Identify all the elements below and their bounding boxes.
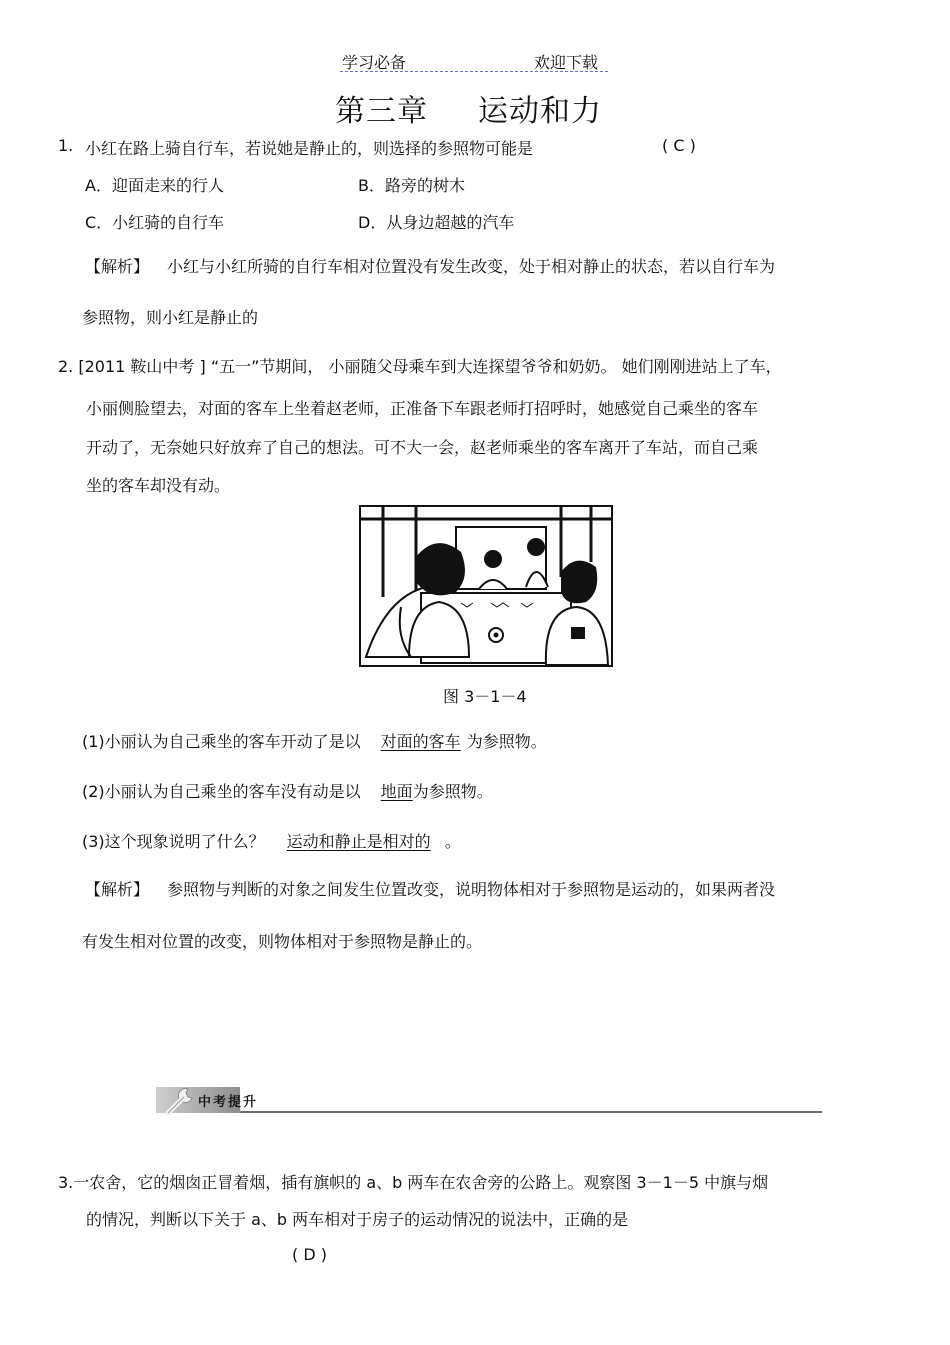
q2-sub2-suffix: 为参照物。	[412, 782, 493, 801]
q1-answer: ( C )	[662, 136, 696, 155]
q2-sub2-answer: 地面	[380, 782, 413, 801]
q2-sub3	[82, 829, 461, 852]
q1-option-a: A．迎面走来的行人	[85, 176, 224, 195]
bus-interior-drawing	[361, 507, 611, 665]
section-label: 中考提升	[198, 1095, 259, 1110]
bus-illustration	[359, 505, 613, 667]
q3-line2: 的情况，判断以下关于 a、b 两车相对于房子的运动情况的说法中，正确的是	[86, 1210, 629, 1229]
q2-sub1-prompt: (1)小丽认为自己乘坐的客车开动了是以	[82, 732, 361, 751]
chapter-name: 运动和力	[478, 94, 602, 129]
q2-sub1	[82, 729, 547, 752]
q1-stem: 小红在路上骑自行车，若说她是静止的，则选择的参照物可能是	[85, 139, 534, 158]
q1-option-c: C．小红骑的自行车	[85, 213, 225, 232]
q2-line3: 开动了，无奈她只好放弃了自己的想法。可不大一会，赵老师乘坐的客车离开了车站，而自己乘	[86, 438, 759, 457]
q2-line2: 小丽侧脸望去，对面的客车上坐着赵老师，正准备下车跟老师打招呼时，她感觉自己乘坐的客车	[86, 399, 759, 418]
q2-line4: 坐的客车却没有动。	[86, 476, 231, 495]
wrench-icon	[162, 1085, 198, 1117]
q2-sub2-prompt: (2)小丽认为自己乘坐的客车没有动是以	[82, 782, 361, 801]
q1-number: 1.	[58, 136, 74, 155]
q1-analysis-label: 【解析】	[85, 257, 150, 276]
header-left: 学习必备	[342, 53, 407, 72]
q2-line1: 2. [2011 鞍山中考 ] “五一”节期间， 小丽随父母乘车到大连探望爷爷和奶奶。 她们刚刚进站上了车，	[58, 357, 782, 376]
q2-sub1-answer: 对面的客车	[380, 732, 461, 751]
q2-analysis-line2: 有发生相对位置的改变，则物体相对于参照物是静止的。	[82, 932, 483, 951]
chapter-number: 第三章	[335, 94, 428, 129]
q2-analysis-label: 【解析】	[85, 880, 150, 899]
figure-caption: 图 3－1－4	[443, 687, 527, 706]
q2-sub1-suffix: 为参照物。	[466, 732, 547, 751]
q1-analysis-line1: 小红与小红所骑的自行车相对位置没有发生改变，处于相对静止的状态，若以自行车为	[167, 257, 776, 276]
q1-option-d: D．从身边超越的汽车	[358, 213, 515, 232]
section-divider	[240, 1111, 822, 1113]
q2-sub3-suffix: 。	[444, 832, 461, 851]
q2-sub3-answer: 运动和静止是相对的	[286, 832, 431, 851]
q2-sub2	[82, 779, 493, 802]
q1-option-b: B．路旁的树木	[358, 176, 465, 195]
header-right: 欢迎下载	[534, 53, 599, 72]
q3-answer: ( D )	[292, 1245, 327, 1264]
q2-sub3-prompt: (3)这个现象说明了什么？	[82, 832, 265, 851]
q1-analysis-line2: 参照物，则小红是静止的	[82, 308, 259, 327]
q3-line1: 3.一农舍，它的烟囱正冒着烟，插有旗帜的 a、b 两车在农舍旁的公路上。观察图 3－1－5 中旗与烟	[58, 1173, 769, 1192]
header-divider	[340, 71, 608, 72]
q2-analysis-line1: 参照物与判断的对象之间发生位置改变，说明物体相对于参照物是运动的，如果两者没	[167, 880, 776, 899]
page-title	[335, 86, 602, 130]
section-banner	[156, 1085, 822, 1117]
